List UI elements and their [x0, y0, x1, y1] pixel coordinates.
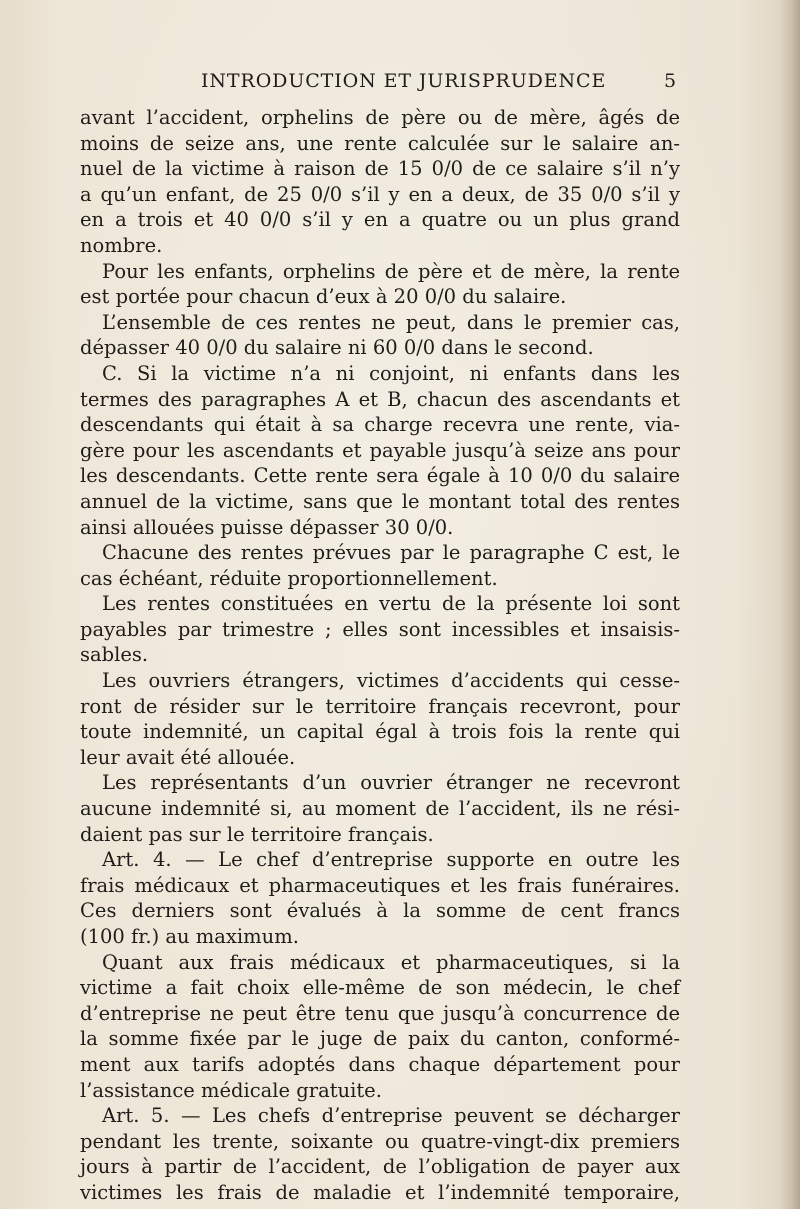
text-line: dépasser 40 0/0 du salaire ni 60 0/0 dans le second. — [80, 336, 594, 360]
text-line: payables par trimestre ; elles sont incessibles et insaisis- — [80, 617, 680, 641]
text-line: leur avait été allouée. — [80, 745, 296, 769]
text-line: ment aux tarifs adoptés dans chaque département pour — [80, 1052, 680, 1076]
text-line: nombre. — [80, 233, 163, 257]
text-line: cas échéant, réduite proportionnellement. — [80, 566, 498, 590]
text-line: gère pour les ascendants et payable jusqu’à seize ans pour — [80, 438, 680, 462]
text-line: victimes les frais de maladie et l’indemnité temporaire, — [80, 1180, 680, 1204]
text-line: victime a fait choix elle-même de son médecin, le chef — [80, 976, 680, 1000]
text-line: les descendants. Cette rente sera égale à 10 0/0 du salaire — [80, 464, 680, 488]
text-line: la somme fixée par le juge de paix du canton, conformé- — [80, 1027, 680, 1051]
text-line: termes des paragraphes A et B, chacun des ascendants et — [80, 387, 680, 411]
text-line: moins de seize ans, une rente calculée sur le salaire an- — [80, 131, 680, 155]
text-line: est portée pour chacun d’eux à 20 0/0 du salaire. — [80, 285, 567, 309]
text-line: aucune indemnité si, au moment de l’accident, ils ne rési- — [80, 797, 680, 821]
text-line: Chacune des rentes prévues par le paragraphe C est, le — [102, 541, 680, 565]
text-line: jours à partir de l’accident, de l’obligation de payer aux — [80, 1155, 680, 1179]
running-head — [0, 70, 800, 100]
text-line: nuel de la victime à raison de 15 0/0 de ce salaire s’il n’y — [80, 157, 680, 181]
text-line: en a trois et 40 0/0 s’il y en a quatre ou un plus grand — [80, 208, 680, 232]
text-line: avant l’accident, orphelins de père ou de mère, âgés de — [80, 106, 680, 129]
text-line: Quant aux frais médicaux et pharmaceutiques, si la — [102, 950, 680, 974]
text-line: annuel de la victime, sans que le montant total des rentes — [80, 489, 680, 513]
text-line: l’assistance médicale gratuite. — [80, 1078, 382, 1102]
text-line: d’entreprise ne peut être tenu que jusqu’à concurrence de — [80, 1001, 680, 1025]
text-line: Pour les enfants, orphelins de père et de mère, la rente — [102, 259, 680, 283]
text-line: pendant les trente, soixante ou quatre-vingt-dix premiers — [80, 1129, 680, 1153]
text-line: ainsi allouées puisse dépasser 30 0/0. — [80, 515, 454, 539]
text-line: L’ensemble de ces rentes ne peut, dans le premier cas, — [102, 310, 680, 334]
text-line: Les rentes constituées en vertu de la présente loi sont — [102, 592, 680, 616]
running-title: INTRODUCTION ET JURISPRUDENCE — [201, 70, 607, 92]
text-line: toute indemnité, un capital égal à trois fois la rente qui — [80, 720, 680, 744]
text-line: sables. — [80, 643, 149, 667]
text-line: Les représentants d’un ouvrier étranger ne recevront — [102, 771, 680, 795]
text-line: a qu’un enfant, de 25 0/0 s’il y en a deux, de 35 0/0 s’il y — [80, 182, 680, 206]
text-line: descendants qui était à sa charge recevra une rente, via- — [80, 413, 680, 437]
text-line: Art. 5. — Les chefs d’entreprise peuvent se décharger — [102, 1104, 680, 1128]
body-text — [80, 105, 680, 1206]
text-line: Ces derniers sont évalués à la somme de cent francs — [80, 899, 680, 923]
text-line: ront de résider sur le territoire français recevront, pour — [80, 694, 680, 718]
text-line: Art. 4. — Le chef d’entreprise supporte en outre les — [102, 848, 680, 872]
text-line: Les ouvriers étrangers, victimes d’accidents qui cesse- — [102, 669, 680, 693]
text-line: daient pas sur le territoire français. — [80, 822, 434, 846]
text-line: frais médicaux et pharmaceutiques et les frais funéraires. — [80, 873, 680, 897]
text-line: C. Si la victime n’a ni conjoint, ni enfants dans les — [102, 361, 680, 385]
text-line: (100 fr.) au maximum. — [80, 925, 299, 948]
page-edge-shadow — [778, 0, 800, 1209]
page-number: 5 — [664, 70, 677, 92]
